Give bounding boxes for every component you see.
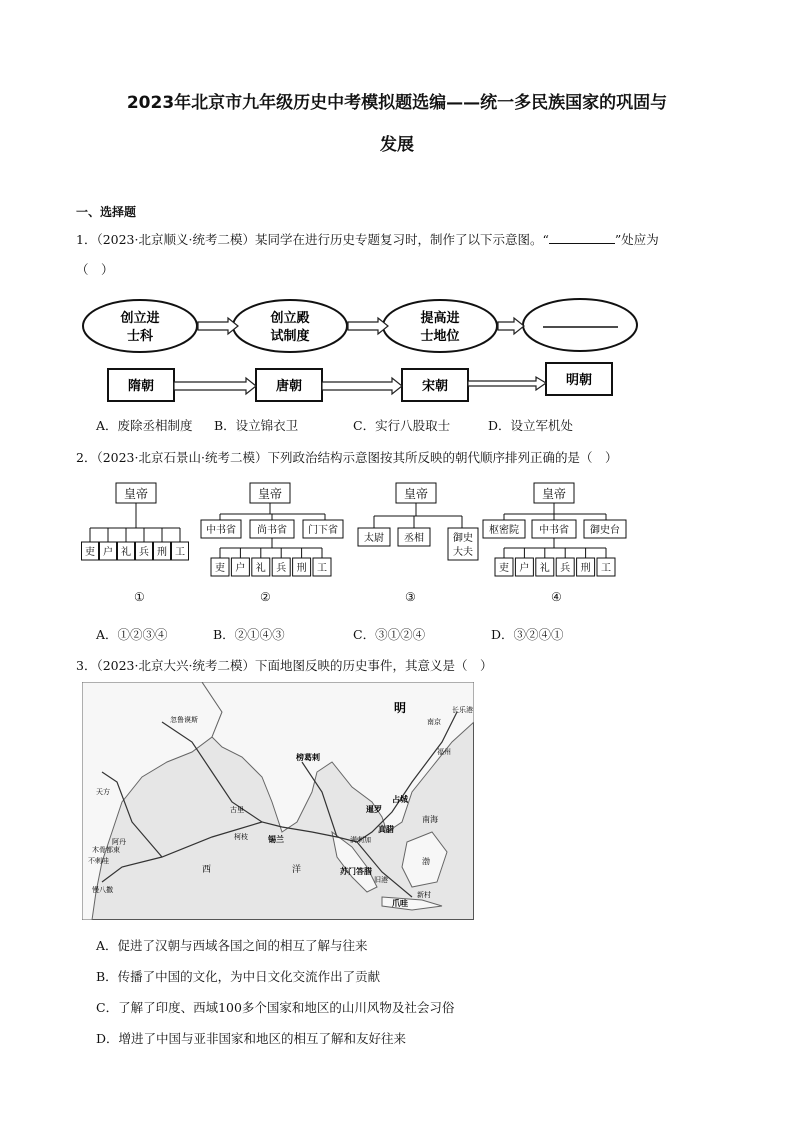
- ministry-label: 礼: [539, 563, 550, 574]
- svg-text:御史台: 御史台: [590, 525, 620, 536]
- ministry-label: 工: [317, 563, 327, 574]
- q1-oval-2-text-a: 创立殿: [270, 311, 310, 326]
- ministry-label: 户: [103, 547, 113, 558]
- svg-text:忽鲁谟斯: 忽鲁谟斯: [170, 716, 198, 724]
- q2-option-b[interactable]: B．②①④③: [213, 627, 285, 642]
- ministry-label: 礼: [121, 547, 131, 558]
- q1-option-d[interactable]: D．设立军机处: [488, 418, 574, 433]
- svg-text:天方: 天方: [96, 788, 110, 796]
- svg-text:新村: 新村: [417, 891, 431, 899]
- svg-text:御史: 御史: [453, 533, 473, 544]
- q2-diagram-2: [200, 482, 344, 582]
- q1-blank: [549, 232, 615, 244]
- svg-text:真腊: 真腊: [378, 825, 394, 834]
- q1-arrow-box-3: [468, 377, 546, 390]
- q1-oval-2-text-b: 试制度: [270, 329, 310, 344]
- q2-stem: 2．（2023·北京石景山·统考二模）下列政治结构示意图按其所反映的朝代顺序排列正确的是（ ）: [76, 450, 618, 465]
- q3-option-d[interactable]: D．增进了中国与亚非国家和地区的相互了解和友好往来: [96, 1031, 407, 1046]
- q1-box-4-text: 明朝: [565, 373, 593, 388]
- svg-text:南海: 南海: [422, 815, 438, 824]
- q3-option-b[interactable]: B．传播了中国的文化，为中日文化交流作出了贡献: [96, 969, 381, 984]
- svg-text:明: 明: [394, 701, 407, 715]
- q1-option-a[interactable]: A．废除丞相制度: [96, 418, 193, 433]
- ministry-label: 刑: [296, 563, 307, 574]
- q1-stem: [76, 230, 659, 248]
- q2-diagram-3: [356, 482, 480, 564]
- q1-arrow-oval-2: [348, 318, 388, 334]
- svg-text:中书省: 中书省: [206, 525, 236, 536]
- svg-text:门下省: 门下省: [308, 525, 338, 536]
- q1-box-3-text: 宋朝: [421, 379, 449, 394]
- q1-stem-part1: 1．（2023·北京顺义·统考二模）某同学在进行历史专题复习时，制作了以下示意图。“: [76, 232, 549, 247]
- svg-text:旧港: 旧港: [374, 876, 388, 884]
- svg-text:西: 西: [202, 865, 212, 875]
- svg-text:太尉: 太尉: [364, 533, 384, 544]
- svg-text:洋: 洋: [292, 865, 302, 875]
- q1-option-c[interactable]: C．实行八股取士: [353, 418, 451, 433]
- q2-diagram-4-number: ④: [551, 590, 562, 604]
- svg-text:尚书省: 尚书省: [257, 525, 287, 536]
- svg-text:枢密院: 枢密院: [489, 525, 519, 536]
- q1-oval-1: [83, 300, 197, 352]
- q2-diagram-1-number: ①: [134, 590, 145, 604]
- ministry-label: 吏: [215, 563, 225, 574]
- svg-text:阿丹: 阿丹: [112, 838, 126, 846]
- ministry-label: 兵: [560, 563, 571, 574]
- q1-box-1-text: 隋朝: [127, 379, 155, 394]
- svg-text:长乐港: 长乐港: [452, 706, 473, 714]
- svg-text:大夫: 大夫: [453, 547, 473, 558]
- q2-diagram-4: [482, 482, 628, 582]
- ministry-label: 工: [601, 563, 611, 574]
- q1-option-b[interactable]: B．设立锦衣卫: [214, 418, 299, 433]
- q2-option-d[interactable]: D．③②④①: [491, 627, 564, 642]
- q1-oval-1-text-b: 士科: [126, 329, 154, 344]
- q1-flow-diagram: [80, 295, 640, 407]
- ministry-label: 工: [175, 547, 185, 558]
- svg-text:不剌哇: 不剌哇: [88, 857, 109, 865]
- q1-oval-3-text-a: 提高进: [420, 311, 460, 326]
- q3-option-a[interactable]: A．促进了汉朝与西域各国之间的相互了解与往来: [96, 938, 368, 953]
- q1-oval-1-text-a: 创立进: [120, 311, 160, 326]
- section-heading: 一、选择题: [76, 205, 137, 219]
- q3-voyage-map: [82, 682, 474, 920]
- q1-oval-3: [383, 300, 497, 352]
- ministry-label: 礼: [255, 563, 266, 574]
- q1-arrow-oval-3: [498, 318, 524, 334]
- svg-text:福州: 福州: [437, 748, 451, 756]
- svg-text:皇帝: 皇帝: [123, 487, 149, 501]
- svg-text:渤: 渤: [422, 857, 430, 866]
- q1-oval-2: [233, 300, 347, 352]
- svg-text:暹罗: 暹罗: [366, 805, 382, 814]
- document-title-line1: 2023年北京市九年级历史中考模拟题选编——统一多民族国家的巩固与: [126, 93, 668, 113]
- ministry-label: 刑: [580, 563, 591, 574]
- ministry-label: 户: [519, 563, 530, 574]
- q2-diagram-3-number: ③: [405, 590, 416, 604]
- svg-text:榜葛剌: 榜葛剌: [296, 753, 320, 762]
- document-title-line2: 发展: [380, 135, 414, 155]
- svg-text:柯枝: 柯枝: [234, 833, 248, 841]
- q1-box-2-text: 唐朝: [275, 379, 303, 394]
- ministry-label: 吏: [499, 563, 509, 574]
- svg-text:苏门答腊: 苏门答腊: [340, 867, 372, 876]
- q1-paren: （ ）: [76, 262, 114, 277]
- q1-arrow-box-2: [322, 378, 402, 394]
- ministry-label: 户: [235, 563, 246, 574]
- q1-arrow-box-1: [174, 378, 256, 394]
- q3-stem: 3．（2023·北京大兴·统考二模）下面地图反映的历史事件，其意义是（ ）: [76, 658, 493, 673]
- ministry-label: 兵: [276, 563, 287, 574]
- ministry-label: 吏: [85, 547, 95, 558]
- q2-option-a[interactable]: A．①②③④: [96, 627, 168, 642]
- q2-diagram-1: [80, 482, 192, 562]
- ministry-label: 兵: [139, 547, 149, 558]
- svg-text:爪哇: 爪哇: [392, 899, 408, 908]
- svg-text:中书省: 中书省: [539, 525, 569, 536]
- ministry-label: 刑: [157, 547, 167, 558]
- svg-text:占城: 占城: [392, 795, 408, 804]
- q1-arrow-oval-1: [198, 318, 238, 334]
- q1-oval-3-text-b: 士地位: [420, 329, 460, 344]
- q1-stem-part2: ”处应为: [614, 232, 659, 247]
- svg-text:丞相: 丞相: [404, 533, 424, 544]
- svg-text:皇帝: 皇帝: [257, 487, 283, 501]
- svg-text:慢八撒: 慢八撒: [92, 886, 113, 894]
- q1-oval-4: [523, 299, 637, 351]
- svg-text:满剌加: 满剌加: [350, 836, 371, 844]
- svg-text:南京: 南京: [427, 718, 441, 726]
- svg-text:古里: 古里: [230, 806, 244, 814]
- q3-option-c[interactable]: C．了解了印度、西域100多个国家和地区的山川风物及社会习俗: [96, 1000, 455, 1015]
- svg-text:木骨都束: 木骨都束: [92, 846, 120, 854]
- svg-text:皇帝: 皇帝: [541, 487, 567, 501]
- q2-diagram-2-number: ②: [260, 590, 271, 604]
- svg-text:锡兰: 锡兰: [268, 835, 284, 844]
- svg-text:皇帝: 皇帝: [403, 487, 429, 501]
- q2-option-c[interactable]: C．③①②④: [353, 627, 426, 642]
